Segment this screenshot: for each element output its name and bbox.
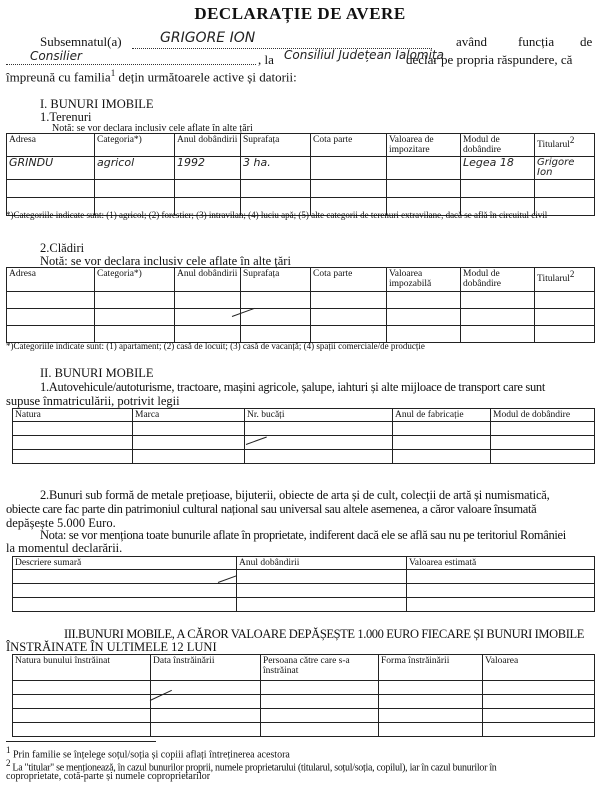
de-label: de (580, 34, 593, 49)
section2-p2c: depășește 5.000 Euro. (6, 516, 116, 530)
table-row: GRINDU agricol 1992 3 ha. Legea 18 Grigore Ion (7, 157, 595, 180)
table-row (13, 422, 595, 436)
col-valoare: Valoarea de impozitare (387, 134, 461, 157)
section2-heading: II. BUNURI MOBILE (40, 366, 154, 380)
table-row (13, 436, 595, 450)
functia-label: funcția (518, 34, 555, 49)
vehicule-table (12, 408, 595, 464)
terenuri-table (6, 133, 595, 216)
terenuri-heading: 1.Terenuri (40, 110, 92, 124)
table-row (13, 570, 595, 584)
declar-label: declar pe propria răspundere, că (406, 52, 573, 67)
bunuri-header-row: Descriere sumară Anul dobândirii Valoarea estimată (13, 557, 595, 570)
col-categoria: Categoria*) (95, 134, 175, 157)
section2-note-a: Nota: se vor menționa toate bunurile aflate în proprietate, indiferent dacă ele se află sau nu pe teritoriul României (40, 528, 566, 542)
col-cota: Cota parte (311, 134, 387, 157)
terenuri-footnote: *)Categoriile indicate sunt: (1) agricol; (2) forestier; (3) intravilan; (4) luciu apă; (5) alte categorii de terenuri extravilane, dacă se află în circuitul civil (6, 210, 548, 220)
table-row (13, 584, 595, 598)
table-row (13, 450, 595, 464)
table-row (7, 326, 595, 343)
subsemnatul-label: Subsemnatul(a) (40, 34, 122, 49)
footnote-1: $^1$ Prin familie se înțelege soțul/soția și copiii aflați întreținerea acestora (6, 745, 290, 761)
table-row (7, 180, 595, 198)
col-titular: Titularul$^2$ (535, 134, 595, 157)
section2-note-b: la momentul declarării. (6, 541, 123, 555)
cladiri-table (6, 267, 595, 343)
cladiri-note: Notă: se vor declara inclusiv cele aflate în alte țări (40, 254, 291, 268)
table-row (13, 681, 595, 695)
cladiri-header-row: Adresa Categoria*) Anul dobândirii Suprafața Cota parte Valoarea impozabilă Modul de dobândire Titularul$^2$ (7, 268, 595, 292)
la-label: , la (258, 52, 274, 67)
col-suprafata: Suprafața (241, 134, 311, 157)
section2-p1b: supuse înmatriculării, potrivit legii (6, 394, 180, 408)
section3-heading-a: III.BUNURI MOBILE, A CĂROR VALOARE DEPĂȘEȘTE 1.000 EURO FIECARE ȘI BUNURI IMOBILE (64, 627, 584, 641)
bunuri-table (12, 556, 595, 612)
table-row (13, 598, 595, 612)
section2-p2b: obiecte care fac parte din patrimoniul cultural național sau universal sau altele asemenea, a căror valoare însumată (6, 502, 537, 516)
instrainate-header-row: Natura bunului înstrăinat Data înstrăinării Persoana către care s-a înstrăinat Forma înstrăinării Valoarea (13, 655, 595, 681)
section3-heading-b: ÎNSTRĂINATE ÎN ULTIMELE 12 LUNI (6, 640, 217, 654)
terenuri-note: Notă: se vor declara inclusiv cele aflate în alte țări (52, 123, 253, 134)
function-value: Consilier (30, 49, 82, 63)
footnote-2a: $^2$ La "titular" se menționează, în cazul bunurilor proprii, numele proprietarului (titularul, soțul/soția, copilul), iar în cazul bunurilor în (6, 758, 497, 774)
table-row (13, 709, 595, 723)
table-row (13, 695, 595, 709)
function-underline (6, 64, 256, 65)
col-anul: Anul dobândirii (175, 134, 241, 157)
col-modul: Modul de dobândire (461, 134, 535, 157)
table-row (13, 723, 595, 737)
section2-p1: 1.Autovehicule/autoturisme, tractoare, mașini agricole, șalupe, iahturi și alte mijloace de transport care sunt (40, 380, 546, 394)
cladiri-heading: 2.Clădiri (40, 241, 85, 255)
table-row (7, 309, 595, 326)
intro-line3: împreună cu familia$^1$ dețin următoarele active și datorii: (6, 68, 297, 85)
col-adresa: Adresa (7, 134, 95, 157)
declarant-name: GRIGORE ION (160, 30, 256, 46)
institution-value: Consiliul Județean Ialomița (284, 48, 444, 62)
vehicule-header-row: Natura Marca Nr. bucăți Anul de fabricație Modul de dobândire (13, 409, 595, 422)
terenuri-header-row (7, 134, 595, 157)
footnote-2b: coproprietate, cotă-parte și numele coproprietarilor (6, 771, 211, 782)
page-title: DECLARAȚIE DE AVERE (194, 4, 406, 23)
table-row (7, 292, 595, 309)
section2-p2a: 2.Bunuri sub formă de metale prețioase, bijuterii, obiecte de arta și de cult, colecții de artă și numismatică, (40, 488, 550, 502)
instrainate-table (12, 654, 595, 737)
section1-heading: I. BUNURI IMOBILE (40, 97, 154, 111)
cladiri-footnote: *)Categoriile indicate sunt: (1) apartament; (2) casă de locuit; (3) casă de vacanță; (4) spații comerciale/de producție (6, 341, 425, 351)
footnote-divider (6, 741, 156, 742)
avand-label: având (456, 34, 488, 49)
